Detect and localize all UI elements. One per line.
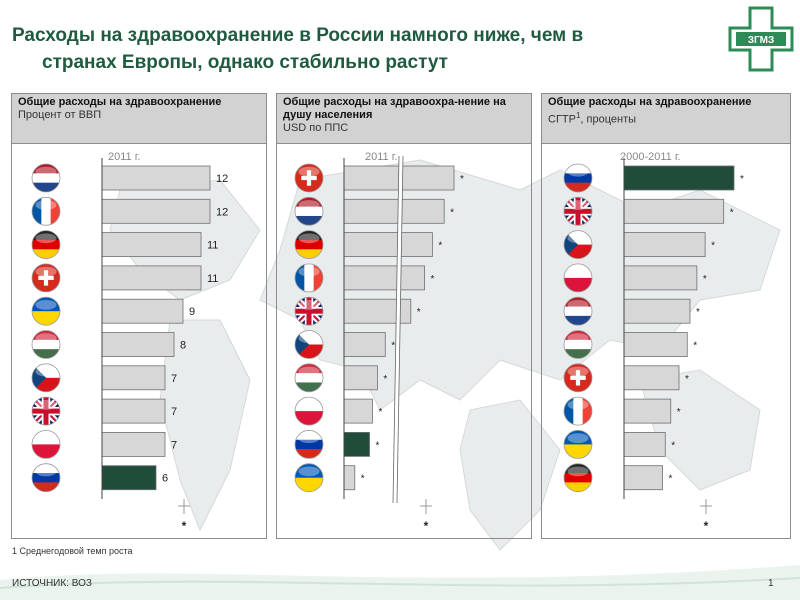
flag-czech-republic-icon: [295, 331, 323, 359]
bar-czech-republic: [102, 366, 165, 390]
panel-per-capita: [276, 93, 532, 539]
bar-switzerland: [624, 366, 679, 390]
axis-mark: *: [181, 519, 187, 533]
chart-period-label: 2011 г.: [365, 151, 398, 163]
flag-russia-icon: [295, 430, 323, 459]
bar-label: 9: [189, 306, 196, 319]
logo-text: ЗГМЗ: [747, 35, 775, 46]
bar-poland: [344, 399, 372, 423]
bar-hungary: [102, 333, 174, 357]
bar-netherlands: [102, 166, 210, 190]
panel-growth: [541, 93, 791, 539]
bar-label: *: [685, 373, 689, 385]
bar-united-kingdom: [624, 199, 724, 223]
bar-hungary: [344, 366, 377, 390]
flag-ukraine-icon: [295, 464, 323, 493]
bar-label: 7: [171, 372, 178, 385]
bar-france: [102, 199, 210, 223]
flag-france-icon: [295, 264, 324, 292]
bar-label: *: [729, 207, 734, 219]
chart-period-label: 2011 г.: [108, 151, 141, 163]
flag-ukraine-icon: [32, 297, 60, 326]
flag-netherlands-icon: [564, 297, 592, 326]
page-number: 1: [768, 578, 774, 589]
bar-netherlands: [344, 199, 444, 223]
flag-germany-icon: [32, 231, 60, 259]
bar-poland: [102, 432, 165, 456]
bar-label: 12: [216, 173, 229, 185]
chart-growth-rate: [542, 94, 792, 540]
bar-czech-republic: [624, 233, 705, 257]
bar-united-kingdom: [102, 399, 165, 423]
bar-label: 7: [171, 439, 178, 452]
flag-ukraine-icon: [564, 430, 592, 459]
source-note: ИСТОЧНИК: ВОЗ: [12, 578, 92, 589]
axis-mark: *: [703, 519, 709, 533]
flag-poland-icon: [32, 430, 60, 459]
title-line-1: Расходы на здравоохранение в России намного ниже, чем в: [12, 25, 584, 46]
panel-subtitle: Процент от ВВП: [18, 109, 102, 121]
chart-period-label: 2000-2011 г.: [620, 151, 681, 163]
bar-poland: [624, 266, 697, 290]
bar-label: 11: [207, 239, 219, 252]
bar-label: 6: [162, 472, 169, 485]
flag-netherlands-icon: [295, 197, 323, 226]
flag-hungary-icon: [564, 331, 592, 360]
bar-ukraine: [344, 466, 355, 490]
bar-hungary: [624, 333, 687, 357]
bar-label: *: [693, 340, 698, 352]
flag-czech-republic-icon: [32, 364, 60, 392]
flag-united-kingdom-icon: [295, 297, 323, 325]
bar-ukraine: [624, 432, 665, 456]
flag-czech-republic-icon: [564, 231, 592, 259]
bar-germany: [624, 466, 663, 490]
bar-label: *: [676, 407, 681, 419]
chart-gdp-share: [12, 94, 268, 540]
panel-subtitle: USD по ППС: [283, 122, 349, 134]
bar-switzerland: [102, 266, 201, 290]
bar-czech-republic: [344, 333, 385, 357]
flag-hungary-icon: [32, 331, 60, 360]
flag-france-icon: [32, 197, 61, 225]
bar-label: *: [430, 273, 435, 285]
panel-subtitle: СГТР$^1$, проценты: [548, 111, 637, 126]
panel-title: Общие расходы на здравоохра-нение на душу населения: [283, 96, 506, 121]
panel-title: Общие расходы на здравоохранение: [18, 96, 222, 108]
flag-switzerland-icon: [295, 164, 323, 192]
title-line-2: странах Европы, однако стабильно растут: [42, 52, 448, 73]
panel-gdp: [11, 93, 267, 539]
bar-france: [344, 266, 425, 290]
flag-poland-icon: [295, 397, 323, 426]
flag-germany-icon: [564, 464, 592, 493]
bar-label: *: [383, 373, 388, 385]
flag-hungary-icon: [295, 364, 323, 393]
flag-russia-icon: [32, 464, 60, 493]
bar-label: *: [438, 240, 443, 252]
flag-germany-icon: [295, 231, 323, 259]
bar-label: *: [702, 273, 707, 285]
decorative-wave: [0, 550, 800, 600]
bar-label: *: [711, 240, 716, 252]
flag-switzerland-icon: [32, 264, 60, 292]
flag-united-kingdom-icon: [564, 197, 592, 225]
panel-title: Общие расходы на здравоохранение: [548, 96, 752, 108]
axis-mark: *: [423, 519, 429, 533]
flag-switzerland-icon: [564, 364, 592, 392]
bar-russia: [344, 432, 370, 456]
flag-russia-icon: [564, 164, 592, 193]
bar-label: 11: [207, 272, 219, 285]
bar-label: *: [668, 473, 673, 485]
bar-russia: [624, 166, 734, 190]
footnote: 1 Среднегодовой темп роста: [12, 546, 133, 556]
bar-label: *: [671, 440, 676, 452]
medical-cross-logo: [728, 6, 794, 72]
bar-label: 7: [171, 406, 178, 419]
bar-label: *: [378, 407, 383, 419]
flag-netherlands-icon: [32, 164, 60, 193]
flag-united-kingdom-icon: [32, 397, 60, 425]
bar-russia: [102, 466, 156, 490]
chart-per-capita: [277, 94, 533, 540]
bar-label: *: [391, 340, 396, 352]
bar-germany: [102, 233, 201, 257]
bar-label: *: [375, 440, 380, 452]
bar-label: *: [416, 307, 421, 319]
bar-label: *: [450, 207, 455, 219]
flag-france-icon: [564, 397, 593, 425]
bar-germany: [344, 233, 432, 257]
bar-france: [624, 399, 671, 423]
bar-netherlands: [624, 299, 690, 323]
bar-label: *: [696, 307, 700, 319]
bar-label: *: [740, 174, 744, 185]
bar-label: *: [360, 473, 365, 485]
bar-ukraine: [102, 299, 183, 323]
page-title: [12, 22, 652, 76]
bar-label: *: [460, 174, 464, 185]
flag-poland-icon: [564, 264, 592, 293]
bar-label: 8: [180, 339, 187, 352]
bar-label: 12: [216, 206, 229, 219]
